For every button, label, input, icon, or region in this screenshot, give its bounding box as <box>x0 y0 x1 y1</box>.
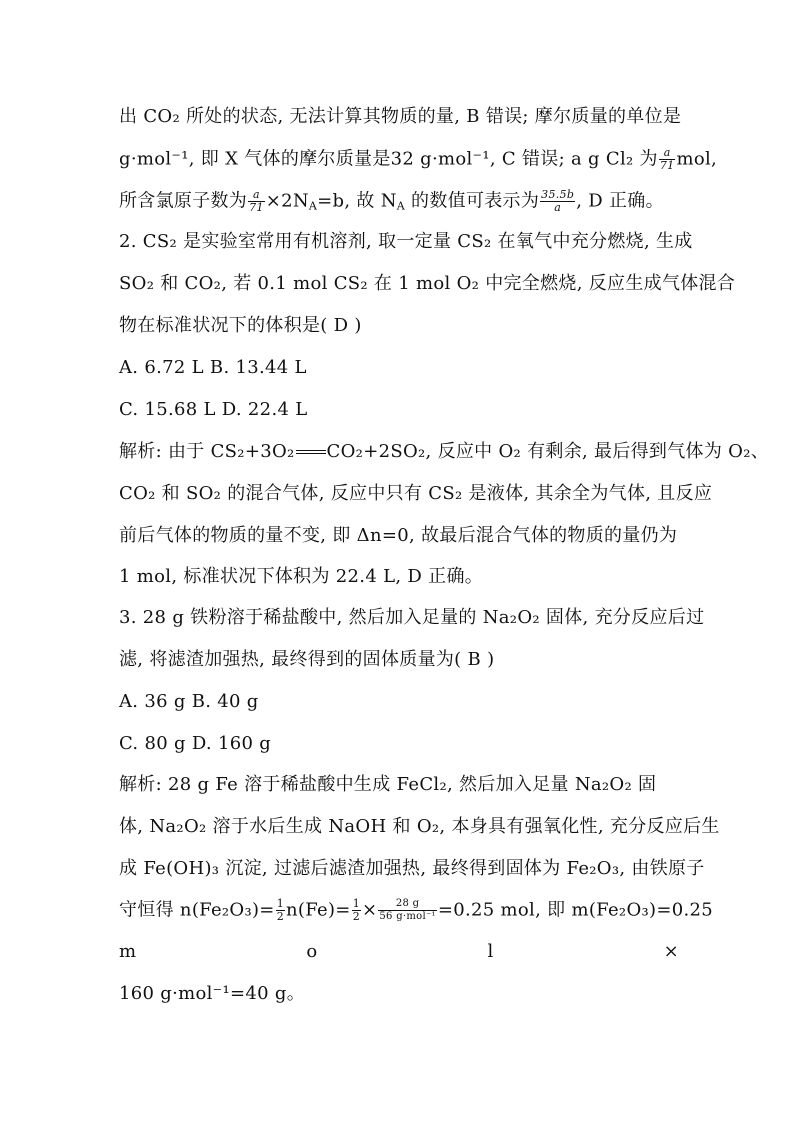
fraction: $\frac{35.5b}{a}$ <box>541 188 575 214</box>
fraction: $\frac{a}{71}$ <box>249 188 264 214</box>
solution-line: 1 mol, 标准状况下体积为 22.4 L, D 正确。 <box>119 566 484 587</box>
text-line: 滤, 将滤渣加强热, 最终得到的固体质量为( B ) <box>119 649 495 670</box>
equation-equals-sign <box>296 450 326 454</box>
fraction: $\frac{1}{2}$ <box>352 897 360 923</box>
solution-line: 体, Na₂O₂ 溶于水后生成 NaOH 和 O₂, 本身具有强氧化性, 充分反应后生 <box>119 816 720 837</box>
solution-line: 解析: 28 g Fe 溶于稀盐酸中生成 FeCl₂, 然后加入足量 Na₂O₂ 固 <box>119 774 657 795</box>
text-line: g·mol⁻¹, 即 X 气体的摩尔质量是32 g·mol⁻¹, C 错误; a g Cl₂ 为 $\frac{a}{71}$ mol, <box>119 146 718 172</box>
text-line: 所含氯原子数为 $\frac{a}{71}$ $\times 2N_A=b$, 故 $N_A$ 的数值可表示为 $\frac{35.5b}{a}$ , D 正确。 <box>119 188 664 214</box>
question-3-stem: 3. 28 g 铁粉溶于稀盐酸中, 然后加入足量的 Na₂O₂ 固体, 充分反应后过 <box>119 607 705 628</box>
fraction: $\frac{a}{71}$ <box>659 146 675 172</box>
text-line: 物在标准状况下的体积是( D ) <box>119 315 362 336</box>
solution-line: CO₂ 和 SO₂ 的混合气体, 反应中只有 CS₂ 是液体, 其余全为气体, 且反应 <box>119 483 713 504</box>
solution-line-justified: m o l × <box>119 941 679 962</box>
answer-options: A. 6.72 L B. 13.44 L <box>119 357 307 378</box>
fraction: $\frac{1}{2}$ <box>276 897 284 923</box>
solution-line: 前后气体的物质的量不变, 即 Δn=0, 故最后混合气体的物质的量仍为 <box>119 525 678 546</box>
solution-line: 解析: 由于 CS₂+3O₂ CO₂+2SO₂, 反应中 O₂ 有剩余, 最后得到气体为 O₂、 <box>119 441 770 462</box>
solution-line: 成 Fe(OH)₃ 沉淀, 过滤后滤渣加强热, 最终得到固体为 Fe₂O₃, 由铁原子 <box>119 858 705 879</box>
question-2-stem: 2. CS₂ 是实验室常用有机溶剂, 取一定量 CS₂ 在氧气中充分燃烧, 生成 <box>119 231 693 252</box>
fraction: $\frac{28 g}{\text{56 g·mol⁻¹}}$ <box>379 898 436 922</box>
text-line: 出 CO₂ 所处的状态, 无法计算其物质的量, B 错误; 摩尔质量的单位是 <box>119 106 682 127</box>
answer-options: C. 80 g D. 160 g <box>119 733 272 754</box>
answer-options: A. 36 g B. 40 g <box>119 691 259 712</box>
answer-options: C. 15.68 L D. 22.4 L <box>119 399 308 420</box>
solution-line: 160 g·mol⁻¹=40 g。 <box>119 983 306 1004</box>
solution-line: 守恒得 n(Fe₂O₃)= $\frac{1}{2}$ n(Fe)= $\frac{1}{2}$ × $\frac{28 g}{\text{56 g·mol⁻¹}}$ =0.25 mol, 即 m(Fe₂O₃)=0.25 <box>119 897 714 923</box>
text-line: SO₂ 和 CO₂, 若 0.1 mol CS₂ 在 1 mol O₂ 中完全燃烧, 反应生成气体混合 <box>119 273 736 294</box>
